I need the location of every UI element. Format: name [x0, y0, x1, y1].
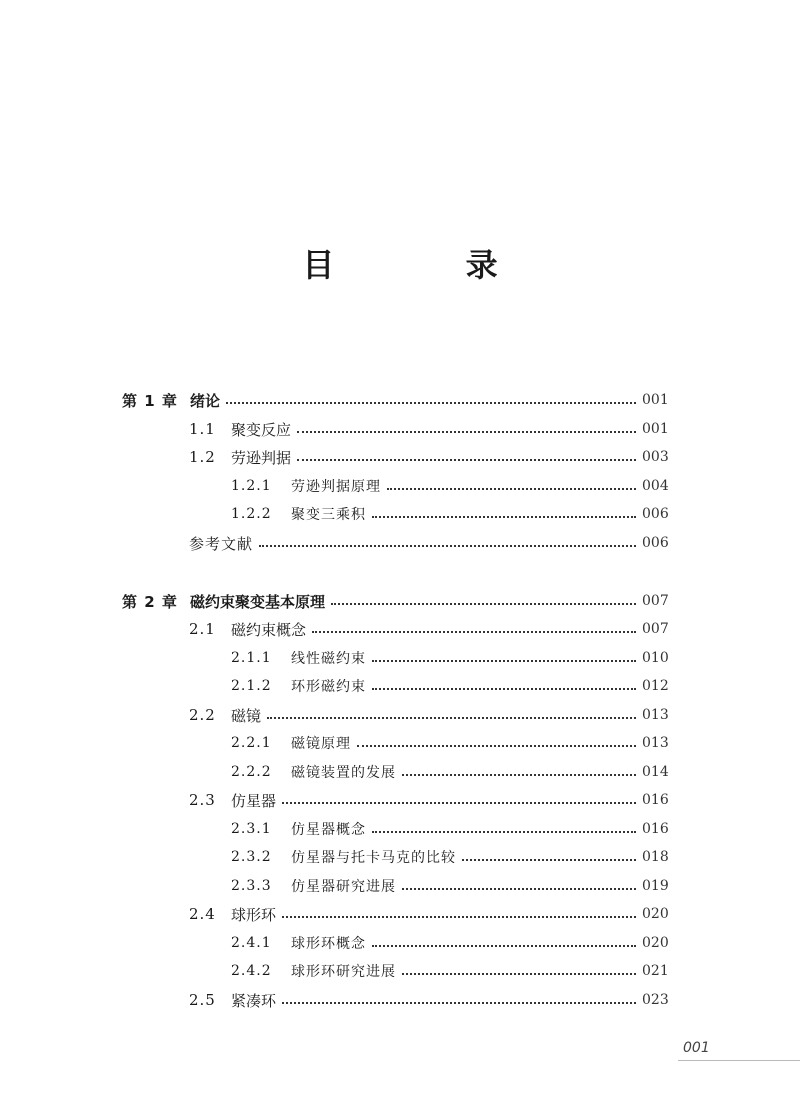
toc-entry-number: 2.2.1 [231, 735, 272, 751]
toc-entry-title: 参考文献 [189, 534, 254, 553]
toc-entry-page: 020 [642, 935, 669, 951]
toc-entry-number: 2.4.1 [231, 935, 272, 951]
toc-entry-subsection[interactable] [0, 644, 800, 672]
toc-entry-page: 001 [642, 421, 669, 437]
footer-page-number: 001 [683, 1040, 710, 1056]
dot-leader [331, 601, 636, 605]
toc-entry-title: 磁约束概念 [231, 620, 307, 639]
toc-entry-subsection[interactable] [0, 843, 800, 871]
toc-entry-page: 020 [642, 906, 669, 922]
toc-entry-number: 2.3.1 [231, 821, 272, 837]
toc-entry-number: 第 2 章 [122, 592, 178, 611]
dot-leader [372, 686, 636, 690]
toc-entry-subsection[interactable] [0, 957, 800, 985]
toc-entry-number: 2.5 [189, 991, 216, 1009]
dot-leader [282, 800, 636, 804]
toc-entry-subsection[interactable] [0, 500, 800, 528]
dot-leader [282, 914, 636, 918]
toc-entry-page: 007 [642, 621, 669, 637]
dot-leader [387, 486, 636, 490]
toc-entry-title: 劳逊判据 [231, 448, 292, 467]
toc-entry-title: 聚变三乘积 [291, 507, 366, 523]
dot-leader [372, 514, 636, 518]
toc-entry-title: 球形环 [231, 905, 277, 924]
toc-entry-section[interactable] [0, 615, 800, 643]
toc-entry-subsection[interactable] [0, 672, 800, 700]
toc-entry-page: 012 [642, 678, 669, 694]
toc-entry-subsection[interactable] [0, 472, 800, 500]
toc-entry-page: 004 [642, 478, 669, 494]
toc-entry-title: 仿星器概念 [291, 822, 366, 838]
dot-leader [357, 743, 636, 747]
toc-entry-title: 仿星器与托卡马克的比较 [291, 850, 456, 866]
toc-entry-title: 劳逊判据原理 [291, 479, 381, 495]
dot-leader [226, 400, 636, 404]
toc-entry-number: 2.1 [189, 620, 216, 638]
toc-entry-number: 2.3.2 [231, 849, 272, 865]
toc-entry-number: 2.1.1 [231, 650, 272, 666]
toc-entry-number: 1.2.2 [231, 506, 272, 522]
toc-entry-subsection[interactable] [0, 729, 800, 757]
toc-entry-number: 2.4.2 [231, 963, 272, 979]
toc-entry-page: 021 [642, 963, 669, 979]
toc-entry-subsection[interactable] [0, 872, 800, 900]
toc-entry-title: 环形磁约束 [291, 679, 366, 695]
toc-entry-chapter[interactable] [0, 587, 800, 615]
toc-entry-number: 1.2.1 [231, 478, 272, 494]
dot-leader [267, 715, 636, 719]
toc-entry-title: 磁镜装置的发展 [291, 765, 396, 781]
toc-entry-number: 2.1.2 [231, 678, 272, 694]
toc-entry-number: 1.2 [189, 448, 216, 466]
toc-entry-page: 001 [642, 392, 669, 408]
dot-leader [372, 658, 636, 662]
toc-entry-number: 2.3 [189, 791, 216, 809]
toc-entry-page: 003 [642, 449, 669, 465]
toc-entry-subsection[interactable] [0, 815, 800, 843]
toc-entry-ref[interactable] [0, 529, 800, 557]
toc-entry-page: 014 [642, 764, 669, 780]
toc-entry-title: 球形环概念 [291, 936, 366, 952]
toc-entry-title: 仿星器 [231, 791, 277, 810]
toc-entry-page: 023 [642, 992, 669, 1008]
page-title: 目 录 [302, 246, 558, 284]
toc-entry-section[interactable] [0, 986, 800, 1014]
toc-entry-title: 绪论 [190, 391, 221, 410]
toc-entry-page: 013 [642, 707, 669, 723]
toc-entry-number: 2.3.3 [231, 878, 272, 894]
toc-entry-title: 仿星器研究进展 [291, 879, 396, 895]
dot-leader [372, 943, 636, 947]
dot-leader [402, 971, 636, 975]
dot-leader [372, 829, 636, 833]
toc-entry-page: 016 [642, 821, 669, 837]
toc-entry-page: 019 [642, 878, 669, 894]
dot-leader [259, 543, 636, 547]
footer-divider [678, 1060, 800, 1061]
toc-entry-title: 磁约束聚变基本原理 [190, 592, 326, 611]
toc-entry-section[interactable] [0, 443, 800, 471]
toc-entry-number: 2.2.2 [231, 764, 272, 780]
toc-entry-title: 磁镜 [231, 706, 262, 725]
toc-entry-title: 聚变反应 [231, 420, 292, 439]
toc-entry-page: 018 [642, 849, 669, 865]
toc-entry-title: 磁镜原理 [291, 736, 351, 752]
dot-leader [312, 629, 636, 633]
toc-entry-number: 1.1 [189, 420, 216, 438]
toc-entry-number: 2.4 [189, 905, 216, 923]
toc-entry-subsection[interactable] [0, 929, 800, 957]
toc-entry-title: 球形环研究进展 [291, 964, 396, 980]
toc-entry-subsection[interactable] [0, 758, 800, 786]
toc-entry-page: 016 [642, 792, 669, 808]
toc-entry-page: 006 [642, 535, 669, 551]
toc-entry-chapter[interactable] [0, 386, 800, 414]
toc-entry-section[interactable] [0, 786, 800, 814]
toc-entry-number: 2.2 [189, 706, 216, 724]
dot-leader [297, 457, 636, 461]
dot-leader [297, 429, 636, 433]
toc-entry-page: 013 [642, 735, 669, 751]
toc-entry-section[interactable] [0, 701, 800, 729]
toc-entry-section[interactable] [0, 415, 800, 443]
toc-entry-section[interactable] [0, 900, 800, 928]
dot-leader [402, 886, 636, 890]
dot-leader [282, 1000, 636, 1004]
toc-entry-title: 紧凑环 [231, 991, 277, 1010]
toc-entry-page: 007 [642, 593, 669, 609]
toc-entry-number: 第 1 章 [122, 391, 178, 410]
toc-entry-page: 006 [642, 506, 669, 522]
dot-leader [402, 772, 636, 776]
dot-leader [462, 857, 636, 861]
toc-entry-page: 010 [642, 650, 669, 666]
toc-entry-title: 线性磁约束 [291, 651, 366, 667]
